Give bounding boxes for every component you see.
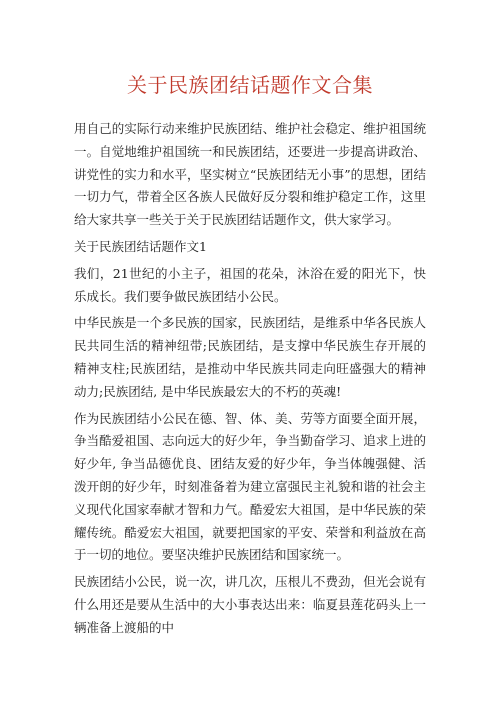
paragraph: 民族团结小公民，说一次，讲几次，压根儿不费劲，但光会说有什么用还是要从生活中的大小事表达出来：临夏县莲花码头上一辆准备上渡船的中 xyxy=(74,574,426,635)
document-body xyxy=(74,118,426,644)
document-title: 关于民族团结话题作文合集 xyxy=(127,73,373,97)
paragraph-intro: 用自己的实际行动来维护民族团结、维护社会稳定、维护祖国统一。自觉地维护祖国统一和民族团结，还要进一步提高讲政治、讲党性的实力和水平，坚实树立“民族团结无小事”的思想，团结一切力气，带着全区各族人民做好反分裂和维护稳定工作，这里给大家共享一些关于关于民族团结话题作文，供大家学习。 xyxy=(74,121,426,228)
section-heading: 关于民族团结话题作文1 xyxy=(74,238,207,254)
paragraph: 中华民族是一个多民族的国家，民族团结，是维系中华各民族人民共同生活的精神纽带;民族团结，是支撑中华民族生存开展的精神支柱;民族团结，是推动中华民族共同走向旺盛强大的精神动力;民族团结, 是中华民族最宏大的不朽的英魂! xyxy=(74,315,426,399)
paragraph: 我们，21世纪的小主子，祖国的花朵，沐浴在爱的阳光下，快乐成长。我们要争做民族团结小公民。 xyxy=(74,265,426,304)
paragraph: 作为民族团结小公民在德、智、体、美、劳等方面要全面开展，争当酷爱祖国、志向远大的好少年，争当勤奋学习、追求上进的好少年, 争当品德优良、团结友爱的好少年，争当体魄强健、活泼开朗的好少年，时刻准备着为建立富强民主礼貌和谐的社会主义现代化国家奉献才智和力气。酷爱宏大祖国，是中华民族的荣耀传统。酷爱宏大祖国，就要把国家的平安、荣誉和利益放在高于一切的地位。要坚决维护民族团结和国家统一。 xyxy=(74,410,426,563)
